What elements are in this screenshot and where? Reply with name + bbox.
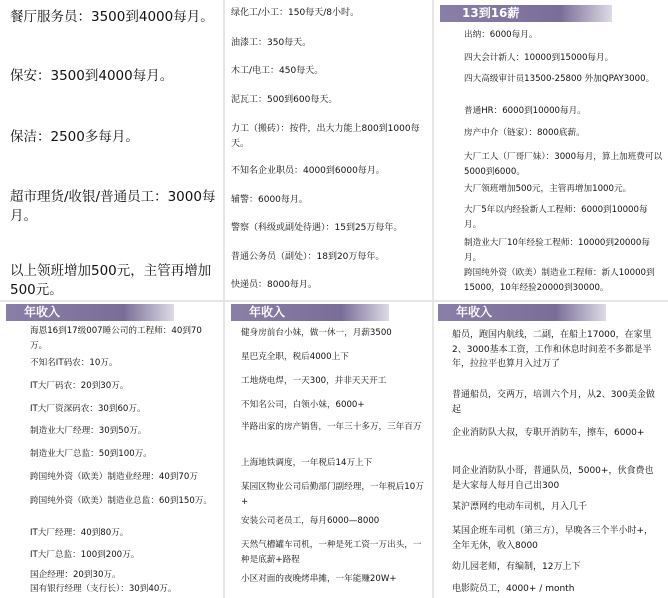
salary-item: 幼儿园老师，有编制，12万上下	[452, 562, 581, 572]
salary-item: 同企业消防队小哥，普通队员，5000+，伙食费也是大家每人每月自己出300	[452, 466, 654, 491]
salary-item: 制造业大厂10年经验工程师：10000到20000每月。	[464, 238, 650, 263]
salary-item: 上海地铁调度，一年税后14万上下	[241, 458, 373, 468]
section-tag: 13到16薪	[440, 5, 612, 22]
salary-item: 大厂领班增加500元，主管再增加1000元。	[464, 184, 632, 194]
section-tag: 年收入	[438, 304, 606, 321]
salary-item: 某国企班车司机（第三方），早晚各三个半小时+，全年无休，收入8000	[452, 526, 654, 551]
salary-item: 制造业大厂经理：30到50万。	[30, 426, 147, 436]
salary-item: 跨国纯外资（欧美）制造业经理：40到70万	[30, 472, 198, 482]
salary-item: 出纳：6000每月。	[464, 30, 538, 40]
salary-item: 四大高级审计员13500-25800 外加QPAY3000。	[464, 74, 655, 84]
salary-item: 星巴克全职，税后4000上下	[241, 352, 349, 362]
salary-item: 保洁：2500多每月。	[10, 129, 139, 145]
salary-item: 船员，跑国内航线，二副，在船上17000，在家里2、3000基本工资，工作和休息时间差不多都是半年，拉拉平也算月入过万了	[452, 330, 652, 369]
salary-item: 某园区物业公司后勤部门副经理，一年税后10万+	[241, 482, 424, 507]
salary-item: 房产中介（链家）：8000底薪。	[464, 128, 585, 138]
salary-item: 以上领班增加500元，主管再增加500元。	[10, 263, 212, 298]
salary-item: 快递员：8000每月。	[231, 280, 317, 290]
salary-item: 力工（搬砖）：按件，出大力能上800到1000每天。	[231, 124, 420, 149]
salary-item: IT大厂码农：20到30万。	[30, 381, 129, 391]
salary-item: 普通HR：6000到10000每月。	[464, 106, 586, 116]
salary-item: 某沪漂网约电动车司机，月入几千	[452, 502, 588, 512]
salary-item: 国有银行经理（支行长）：30到40万。	[30, 584, 177, 594]
salary-item: 电影院员工，4000+ / month	[452, 584, 575, 594]
salary-item: 跨国纯外资（欧美）制造业工程师：新人10000到15000，10年经验20000到30000。	[464, 268, 655, 293]
salary-item: 健身房前台小妹，做一休一，月薪3500	[241, 328, 392, 338]
salary-item: 半路出家的房产销售，一年三十多万，三年百万	[241, 422, 422, 432]
panel-bottom-right	[434, 302, 668, 598]
salary-item: 超市理货/收银/普通员工：3000每月。	[10, 189, 216, 224]
salary-item: 不知名公司，白领小妹，6000+	[241, 400, 365, 410]
salary-item: 安装公司老员工，每月6000—8000	[241, 516, 380, 526]
salary-item: IT大厂经理：40到80万。	[30, 528, 129, 538]
panel-top-right	[434, 0, 668, 300]
salary-item: 天然气槽罐车司机，一种是死工资一万出头，一种是底薪+路程	[241, 540, 422, 565]
salary-item: 制造业大厂总监：50到100万。	[30, 449, 152, 459]
salary-item: 小区对面的夜晚烤串摊，一年能赚20W+	[241, 574, 397, 584]
salary-item: 不知名IT码农：10万。	[30, 358, 118, 368]
salary-item: 辅警：6000每月。	[231, 195, 308, 205]
salary-item: 企业消防队大叔，专职开消防车，擦车，6000+	[452, 428, 645, 438]
salary-item: 餐厅服务员：3500到4000每月。	[10, 9, 214, 25]
salary-item: 绿化工/小工：150每天/8小时。	[231, 8, 359, 18]
salary-item: 四大会计新人：10000到15000每月。	[464, 53, 614, 63]
salary-item: IT大厂资深码农：30到60万。	[30, 404, 146, 414]
salary-item: 普通船员，交两万，培训六个月，从2、300美金做起	[452, 390, 655, 415]
section-tag: 年收入	[6, 304, 174, 321]
salary-item: 大厂5年以内经验新人工程师：6000到10000每月。	[464, 205, 648, 230]
panel-bottom-middle	[225, 302, 432, 598]
panel-top-middle	[225, 0, 432, 300]
panel-top-left	[0, 0, 223, 300]
salary-item: 油漆工：350每天。	[231, 38, 312, 48]
salary-item: 木工/电工：450每天。	[231, 66, 324, 76]
section-tag: 年收入	[231, 304, 389, 321]
panel-bottom-left	[0, 302, 223, 598]
salary-item: 国企经理：20到30万。	[30, 570, 121, 580]
salary-item: 泥瓦工：500到600每天。	[231, 95, 338, 105]
salary-item: 警察（科级或副处待遇）：15到25万每年。	[231, 223, 403, 233]
salary-item: IT大厂总监：100到200万。	[30, 550, 140, 560]
salary-item: 工地烧电焊，一天300，并非天天开工	[241, 376, 387, 386]
salary-item: 不知名企业职员：4000到6000每月。	[231, 166, 385, 176]
salary-item: 保安：3500到4000每月。	[10, 68, 174, 84]
salary-item: 海恩16到17级007睡公司的工程师：40到70万。	[30, 326, 202, 351]
salary-item: 跨国纯外资（欧美）制造业总监：60到150万。	[30, 496, 213, 506]
salary-item: 普通公务员（副处）：18到20万每年。	[231, 252, 385, 262]
salary-item: 大厂工人（厂哥厂妹）：3000每月，算上加班费可以5000到6000。	[464, 152, 663, 177]
